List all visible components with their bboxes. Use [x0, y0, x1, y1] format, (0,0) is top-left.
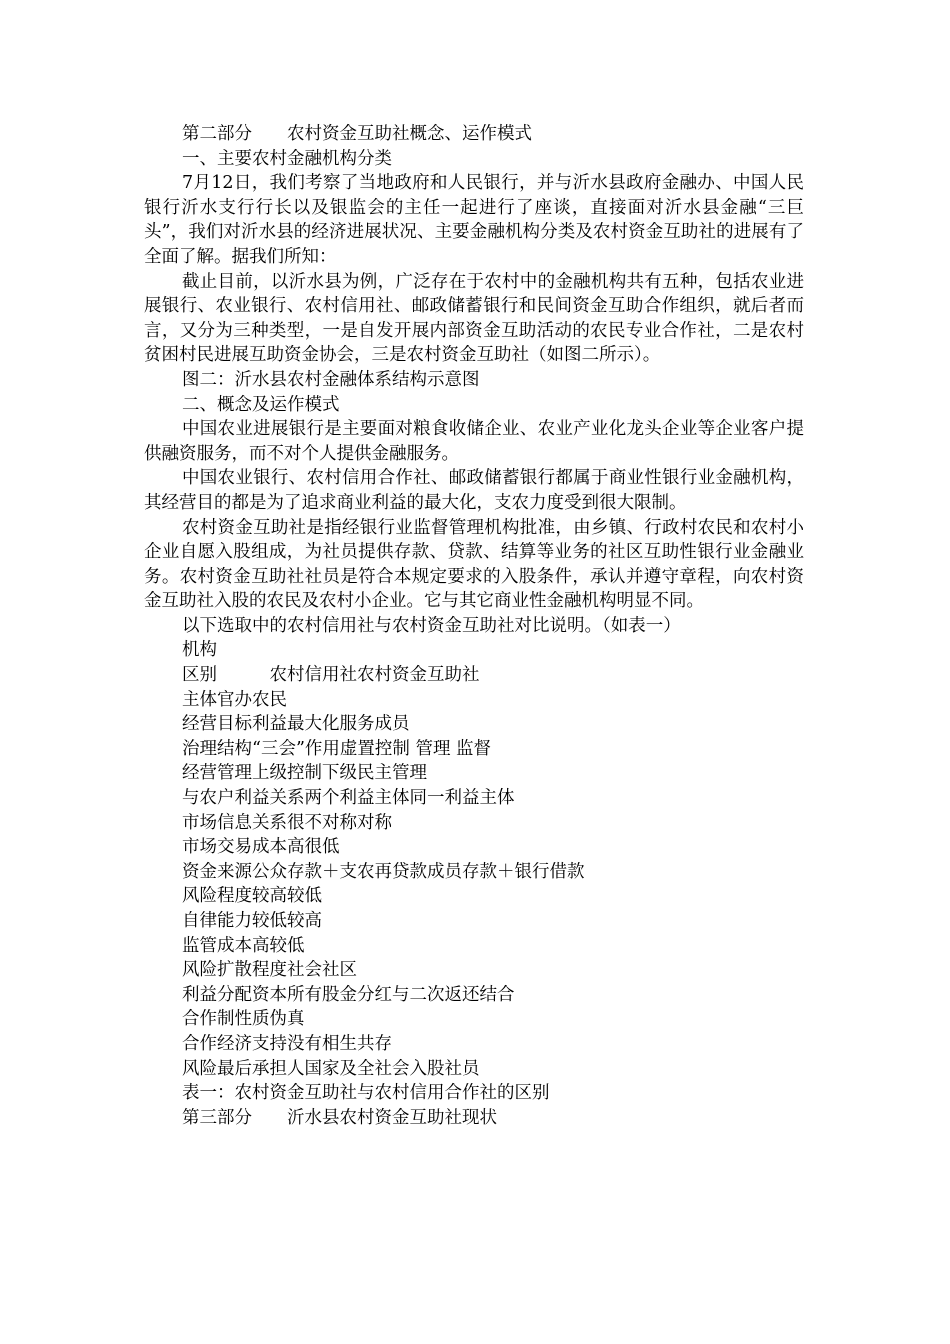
part3-heading: 第三部分 沂水县农村资金互助社现状	[182, 1107, 497, 1128]
table-row: 利益分配资本所有股金分红与二次返还结合	[182, 984, 515, 1005]
table-row: 合作制性质伪真	[182, 1009, 305, 1030]
paragraph-6: 以下选取中的农村信用社与农村资金互助社对比说明。（如表一）	[182, 615, 681, 636]
table-row: 合作经济支持没有相生共存	[182, 1033, 392, 1054]
table-row: 市场交易成本高很低	[182, 837, 340, 858]
table-1-caption: 表一：农村资金互助社与农村信用合作社的区别	[182, 1083, 550, 1104]
section2-heading: 二、概念及运作模式	[182, 394, 340, 415]
paragraph-2: 截止目前，以沂水县为例，广泛存在于农村中的金融机构共有五种，包括农业进展银行、农业银行、农村信用社、邮政储蓄银行和民间资金互助合作组织，就后者而言，又分为三种类型，一是自发开展内部资金互助活动的农民专业合作社，二是农村贫困村民进展互助资金协会，三是农村资金互助社（如图二所示）。	[144, 271, 804, 366]
table-row: 资金来源公众存款＋支农再贷款成员存款＋银行借款	[182, 861, 585, 882]
table-row: 市场信息关系很不对称对称	[182, 812, 392, 833]
table-header-line-1: 机构	[182, 640, 217, 661]
table-row: 与农户利益关系两个利益主体同一利益主体	[182, 788, 515, 809]
document-page	[144, 122, 804, 1130]
paragraph-3: 中国农业进展银行是主要面对粮食收储企业、农业产业化龙头企业等企业客户提供融资服务，而不对个人提供金融服务。	[144, 419, 804, 464]
section1-heading: 一、主要农村金融机构分类	[182, 148, 392, 169]
table-header-line-2: 区别 农村信用社农村资金互助社	[182, 665, 480, 686]
paragraph-4: 中国农业银行、农村信用合作社、邮政储蓄银行都属于商业性银行业金融机构，其经营目的都是为了追求商业利益的最大化，支农力度受到很大限制。	[144, 468, 804, 513]
table-row: 经营目标利益最大化服务成员	[182, 714, 410, 735]
paragraph-5: 农村资金互助社是指经银行业监督管理机构批准，由乡镇、行政村农民和农村小企业自愿入股组成，为社员提供存款、贷款、结算等业务的社区互助性银行业金融业务。农村资金互助社社员是符合本规定要求的入股条件，承认并遵守章程，向农村资金互助社入股的农民及农村小企业。它与其它商业性金融机构明显不同。	[144, 517, 804, 612]
table-row: 主体官办农民	[182, 689, 287, 710]
table-row: 监管成本高较低	[182, 935, 305, 956]
table-row: 自律能力较低较高	[182, 911, 322, 931]
table-row: 风险扩散程度社会社区	[182, 960, 357, 981]
table-1	[144, 638, 804, 1105]
paragraph-1: 7月12日，我们考察了当地政府和人民银行，并与沂水县政府金融办、中国人民银行沂水支行行长以及银监会的主任一起进行了座谈，直接面对沂水县金融“三巨头”，我们对沂水县的经济进展状况、主要金融机构分类及农村资金互助社的进展有了全面了解。据我们所知：	[144, 173, 804, 267]
table-row: 经营管理上级控制下级民主管理	[182, 763, 427, 784]
table-row: 风险程度较高较低	[182, 886, 322, 907]
table-row: 风险最后承担人国家及全社会入股社员	[182, 1058, 480, 1079]
part2-heading: 第二部分 农村资金互助社概念、运作模式	[182, 124, 532, 144]
table-row: 治理结构“三会”作用虚置控制 管理 监督	[182, 738, 492, 759]
figure-2-caption: 图二：沂水县农村金融体系结构示意图	[182, 369, 480, 390]
